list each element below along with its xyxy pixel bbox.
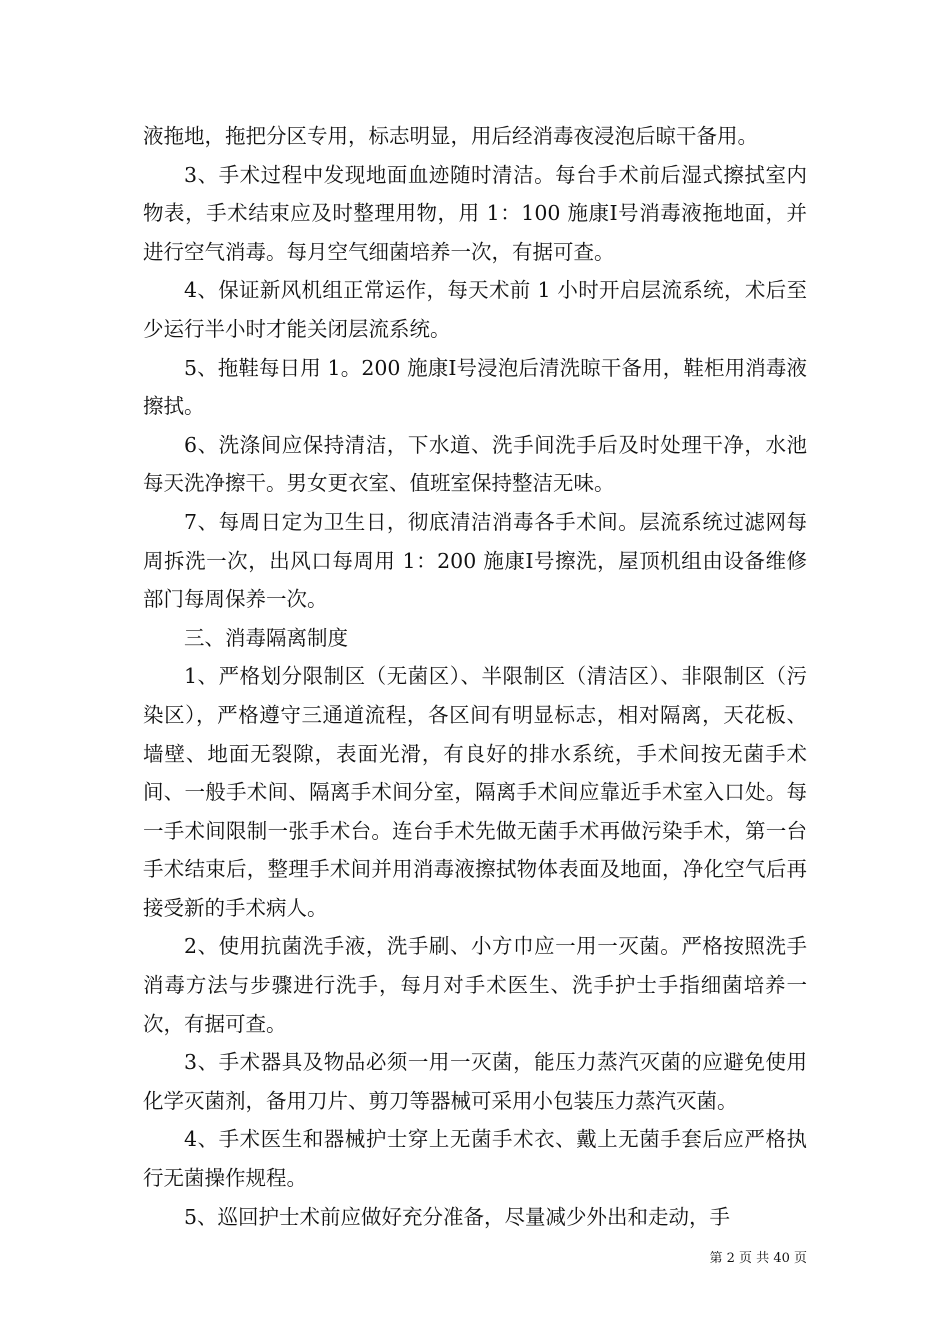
section-heading: 三、消毒隔离制度 — [184, 625, 348, 650]
page-number-footer: 第 2 页 共 40 页 — [709, 1251, 807, 1266]
paragraph-item-3: 3、手术过程中发现地面血迹随时清洁。每台手术前后湿式擦拭室内物表，手术结束应及时整理用物，用 1：100 施康Ⅰ号消毒液拖地面，并进行空气消毒。每月空气细菌培养一次，有据可查。 — [143, 162, 807, 264]
paragraph-item-3b: 3、手术器具及物品必须一用一灭菌，能压力蒸汽灭菌的应避免使用化学灭菌剂，备用刀片、剪刀等器械可采用小包装压力蒸汽灭菌。 — [143, 1050, 807, 1113]
paragraph-item-5: 5、拖鞋每日用 1。200 施康Ⅰ号浸泡后清洗晾干备用，鞋柜用消毒液擦拭。 — [143, 355, 807, 419]
paragraph-item-1: 1、严格划分限制区（无菌区）、半限制区（清洁区）、非限制区（污染区），严格遵守三通道流程，各区间有明显标志，相对隔离，天花板、墙壁、地面无裂隙，表面光滑，有良好的排水系统，手术间按无菌手术间、一般手术间、隔离手术间分室，隔离手术间应靠近手术室入口处。每一手术间限制一张手术台。连台手术先做无菌手术再做污染手术，第一台手术结束后，整理手术间并用消毒液擦拭物体表面及地面，净化空气后再接受新的手术病人。 — [143, 664, 807, 920]
paragraph-item-5b: 5、巡回护士术前应做好充分准备，尽量减少外出和走动，手 — [184, 1204, 731, 1229]
document-body — [143, 117, 807, 1236]
paragraph-item-2: 2、使用抗菌洗手液，洗手刷、小方巾应一用一灭菌。严格按照洗手消毒方法与步骤进行洗手，每月对手术医生、洗手护士手指细菌培养一次，有据可查。 — [143, 934, 807, 1036]
paragraph-item-4b: 4、手术医生和器械护士穿上无菌手术衣、戴上无菌手套后应严格执行无菌操作规程。 — [143, 1127, 807, 1191]
paragraph-continuation: 液拖地，拖把分区专用，标志明显，用后经消毒夜浸泡后晾干备用。 — [143, 124, 758, 148]
paragraph-item-6: 6、洗涤间应保持清洁，下水道、洗手间洗手后及时处理干净，水池每天洗净擦干。男女更衣室、值班室保持整洁无味。 — [143, 432, 807, 496]
paragraph-item-7: 7、每周日定为卫生日，彻底清洁消毒各手术间。层流系统过滤网每周拆洗一次，出风口每周用 1：200 施康Ⅰ号擦洗，屋顶机组由设备维修部门每周保养一次。 — [143, 509, 807, 612]
paragraph-item-4: 4、保证新风机组正常运作，每天术前 1 小时开启层流系统，术后至少运行半小时才能关闭层流系统。 — [143, 278, 807, 341]
